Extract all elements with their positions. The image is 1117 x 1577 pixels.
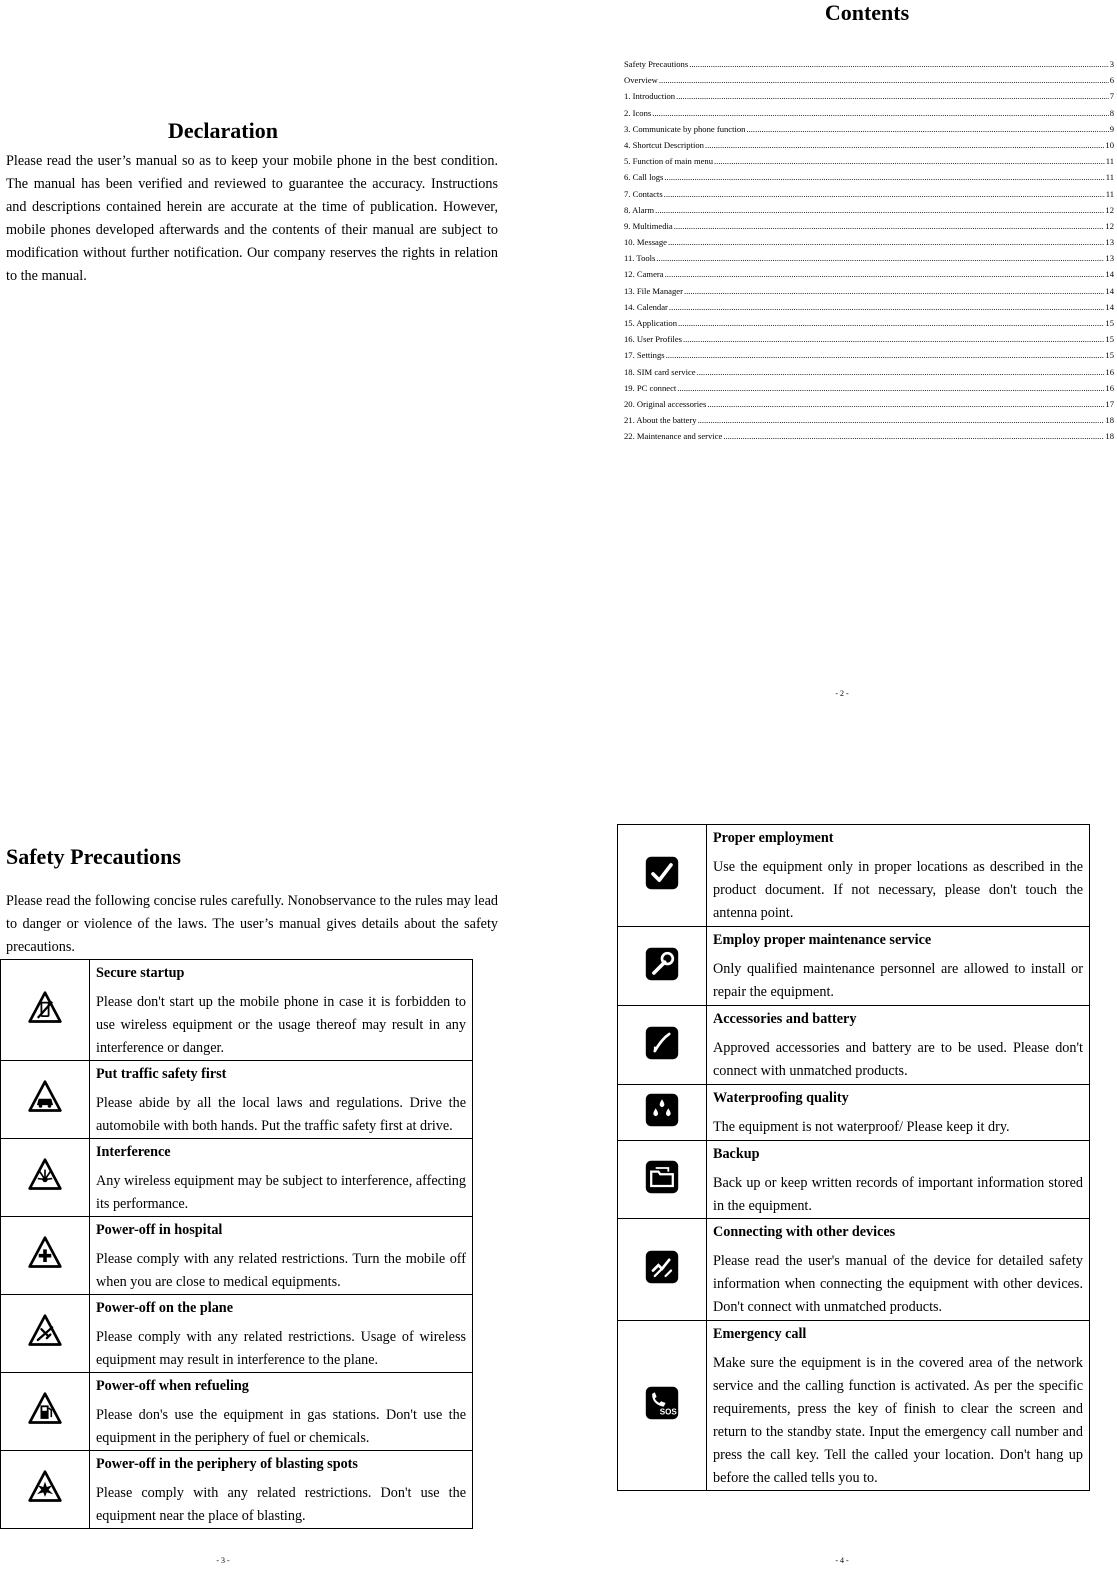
item-text: Please read the user's manual of the device for detailed safety information when connecting the equipment with other devices. Don't connect with unmatched products.: [713, 1253, 1083, 1315]
toc-entry[interactable]: 17. Settings ..... 15: [624, 347, 1114, 363]
item-text: Use the equipment only in proper locations as described in the product document. If not necessary, please don't touch the antenna point.: [713, 859, 1083, 921]
item-heading: Employ proper maintenance service: [713, 932, 932, 948]
table-row: [1, 1373, 473, 1451]
airplane-warning-icon: [27, 1313, 63, 1349]
blasting-warning-icon: [27, 1469, 63, 1505]
toc-entry[interactable]: 14. Calendar ..... 14: [624, 299, 1114, 315]
contents-title: Contents: [824, 0, 910, 25]
toc-entry[interactable]: 9. Multimedia ..... 12: [624, 218, 1114, 234]
item-text: Make sure the equipment is in the covered area of the network service and the calling function is activated. As per the specific requirements, press the key of finish to clear the screen and return to the standby state. Input the emergency call number and press the call key. Tell the called your location. Don't hang up before the called tells you to.: [713, 1355, 1083, 1486]
page-number: - 4 -: [835, 1556, 849, 1565]
item-text: Only qualified maintenance personnel are allowed to install or repair the equipment.: [713, 961, 1083, 1000]
item-heading: Power-off on the plane: [96, 1300, 233, 1316]
table-row: [1, 1451, 473, 1529]
item-heading: Backup: [713, 1146, 760, 1162]
hospital-warning-icon: [27, 1235, 63, 1271]
item-heading: Secure startup: [96, 965, 185, 981]
item-text: Back up or keep written records of important information stored in the equipment.: [713, 1175, 1083, 1214]
item-text: Please don't start up the mobile phone in case it is forbidden to use wireless equipment or the usage thereof may result in any interference or danger.: [96, 994, 466, 1056]
table-row: [1, 1295, 473, 1373]
item-heading: Emergency call: [713, 1326, 807, 1342]
item-text: Please comply with any related restrictions. Don't use the equipment near the place of blasting.: [96, 1485, 466, 1524]
item-heading: Power-off when refueling: [96, 1378, 249, 1394]
table-row: [618, 1219, 1090, 1321]
table-row: [618, 1085, 1090, 1141]
safety-table-right: [617, 824, 1090, 1491]
toc-entry[interactable]: 18. SIM card service ..... 16: [624, 364, 1114, 380]
item-text: Any wireless equipment may be subject to interference, affecting its performance.: [96, 1173, 466, 1212]
table-row: [618, 1141, 1090, 1219]
item-text: Please abide by all the local laws and regulations. Drive the automobile with both hands. Put the traffic safety first at drive.: [96, 1095, 466, 1134]
table-row: [1, 1217, 473, 1295]
toc-entry[interactable]: 11. Tools ..... 13: [624, 250, 1114, 266]
toc-entry[interactable]: 12. Camera ..... 14: [624, 266, 1114, 282]
table-row: [618, 1006, 1090, 1085]
wrench-icon: [644, 946, 680, 982]
table-row: [618, 927, 1090, 1006]
toc-entry[interactable]: Overview ..... 6: [624, 72, 1114, 88]
toc-entry[interactable]: 22. Maintenance and service ..... 18: [624, 428, 1114, 444]
table-of-contents: [624, 56, 1114, 445]
item-text: The equipment is not waterproof/ Please keep it dry.: [713, 1119, 1010, 1135]
toc-entry[interactable]: 8. Alarm ..... 12: [624, 202, 1114, 218]
toc-entry[interactable]: Safety Precautions ..... 3: [624, 56, 1114, 72]
item-heading: Power-off in hospital: [96, 1222, 223, 1238]
item-heading: Power-off in the periphery of blasting spots: [96, 1456, 358, 1472]
declaration-title: Declaration: [168, 118, 278, 143]
toc-entry[interactable]: 7. Contacts ..... 11: [624, 186, 1114, 202]
no-phone-warning-icon: [27, 990, 63, 1026]
car-warning-icon: [27, 1079, 63, 1115]
toc-entry[interactable]: 4. Shortcut Description ..... 10: [624, 137, 1114, 153]
item-heading: Interference: [96, 1144, 171, 1160]
safety-title: Safety Precautions: [6, 844, 181, 869]
battery-accessory-icon: [644, 1025, 680, 1061]
item-heading: Waterproofing quality: [713, 1090, 849, 1106]
toc-entry[interactable]: 2. Icons ..... 8: [624, 105, 1114, 121]
toc-entry[interactable]: 5. Function of main menu ..... 11: [624, 153, 1114, 169]
table-row: [618, 1321, 1090, 1491]
interference-warning-icon: [27, 1157, 63, 1193]
item-heading: Proper employment: [713, 830, 834, 846]
toc-entry[interactable]: 3. Communicate by phone function ..... 9: [624, 121, 1114, 137]
table-row: [1, 1139, 473, 1217]
toc-entry[interactable]: 6. Call logs ..... 11: [624, 169, 1114, 185]
water-drops-icon: [644, 1092, 680, 1128]
toc-entry[interactable]: 15. Application ..... 15: [624, 315, 1114, 331]
toc-entry[interactable]: 13. File Manager ..... 14: [624, 283, 1114, 299]
page-number: - 2 -: [835, 689, 849, 698]
item-heading: Accessories and battery: [713, 1011, 857, 1027]
item-text: Please don's use the equipment in gas stations. Don't use the equipment in the periphery of fuel or chemicals.: [96, 1407, 466, 1446]
svg-text:SOS: SOS: [659, 1407, 677, 1417]
table-row: [1, 960, 473, 1061]
safety-intro: Please read the following concise rules carefully. Nonobservance to the rules may lead to danger or violence of the laws. The user’s manual gives details about the safety precautions.: [6, 893, 498, 955]
item-text: Please comply with any related restrictions. Turn the mobile off when you are close to medical equipments.: [96, 1251, 466, 1290]
item-heading: Connecting with other devices: [713, 1224, 896, 1240]
toc-entry[interactable]: 10. Message ..... 13: [624, 234, 1114, 250]
backup-folder-icon: [644, 1159, 680, 1195]
toc-entry[interactable]: 1. Introduction ..... 7: [624, 88, 1114, 104]
toc-entry[interactable]: 19. PC connect ..... 16: [624, 380, 1114, 396]
toc-entry[interactable]: 20. Original accessories ..... 17: [624, 396, 1114, 412]
declaration-body: Please read the user’s manual so as to keep your mobile phone in the best condition. The manual has been verified and reviewed to guarantee the accuracy. Instructions and descriptions contained herein are accurate at the time of publication. However, mobile phones developed afterwards and the contents of their manual are subject to modification without further notification. Our company reserves the rights in relation to the manual.: [6, 153, 498, 284]
table-row: [618, 825, 1090, 927]
page-number: - 3 -: [216, 1556, 230, 1565]
connect-devices-icon: [644, 1249, 680, 1285]
sos-phone-icon: [644, 1385, 680, 1421]
table-row: [1, 1061, 473, 1139]
safety-table-left: [0, 959, 473, 1529]
toc-entry[interactable]: 21. About the battery ..... 18: [624, 412, 1114, 428]
checkmark-icon: [644, 855, 680, 891]
item-text: Please comply with any related restrictions. Usage of wireless equipment may result in interference to the plane.: [96, 1329, 466, 1368]
item-text: Approved accessories and battery are to be used. Please don't connect with unmatched products.: [713, 1040, 1083, 1079]
fuel-warning-icon: [27, 1391, 63, 1427]
toc-entry[interactable]: 16. User Profiles ..... 15: [624, 331, 1114, 347]
item-heading: Put traffic safety first: [96, 1066, 227, 1082]
